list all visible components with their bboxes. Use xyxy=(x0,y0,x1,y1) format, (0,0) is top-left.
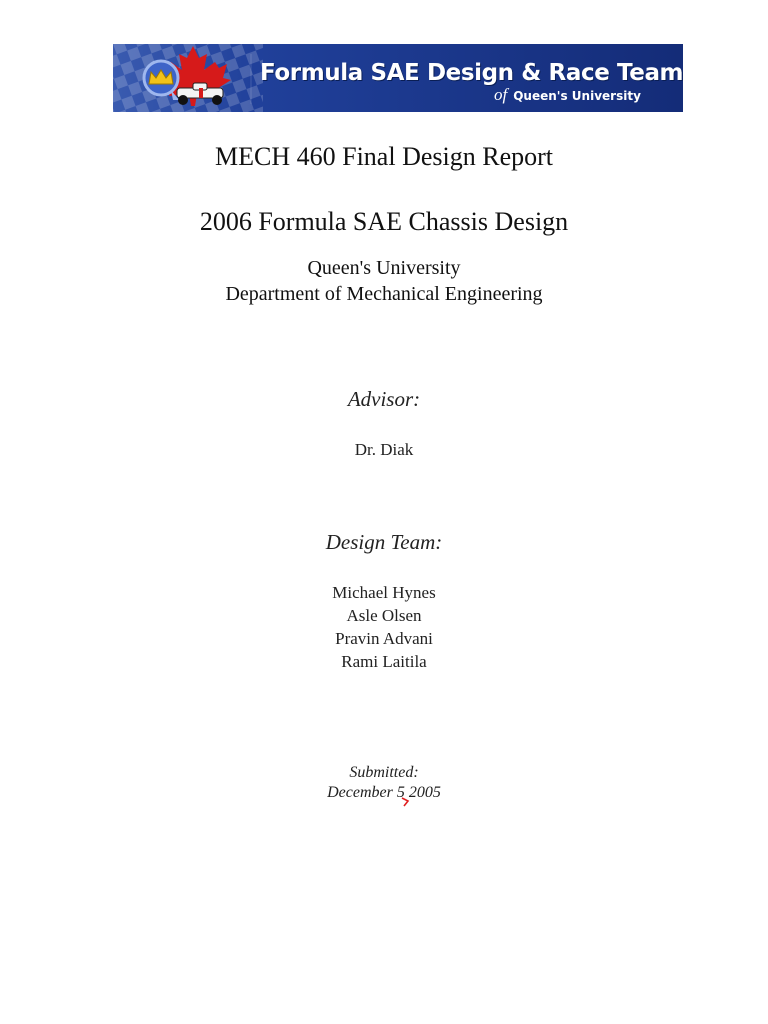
course-title: MECH 460 Final Design Report xyxy=(215,142,553,171)
team-member: Michael Hynes xyxy=(332,583,436,602)
spellcheck-mark-icon xyxy=(400,797,412,807)
advisor-label: Advisor: xyxy=(347,387,421,411)
banner-title: Formula SAE Design & Race Team xyxy=(260,60,683,86)
team-banner xyxy=(113,44,683,112)
design-team-label: Design Team: xyxy=(325,530,443,554)
submitted-label: Submitted: xyxy=(349,764,419,781)
banner-university: Queen's University xyxy=(513,89,641,103)
team-member: Rami Laitila xyxy=(341,652,427,671)
advisor-name: Dr. Diak xyxy=(354,440,414,459)
team-member: Pravin Advani xyxy=(335,629,433,648)
institution: Queen's University xyxy=(307,257,461,279)
department: Department of Mechanical Engineering xyxy=(225,283,543,305)
banner-of: of xyxy=(494,85,508,104)
project-title: 2006 Formula SAE Chassis Design xyxy=(199,207,569,236)
banner-subtitle xyxy=(494,85,641,105)
submission-date: December 5 2005 xyxy=(327,784,441,801)
team-member: Asle Olsen xyxy=(346,606,422,625)
